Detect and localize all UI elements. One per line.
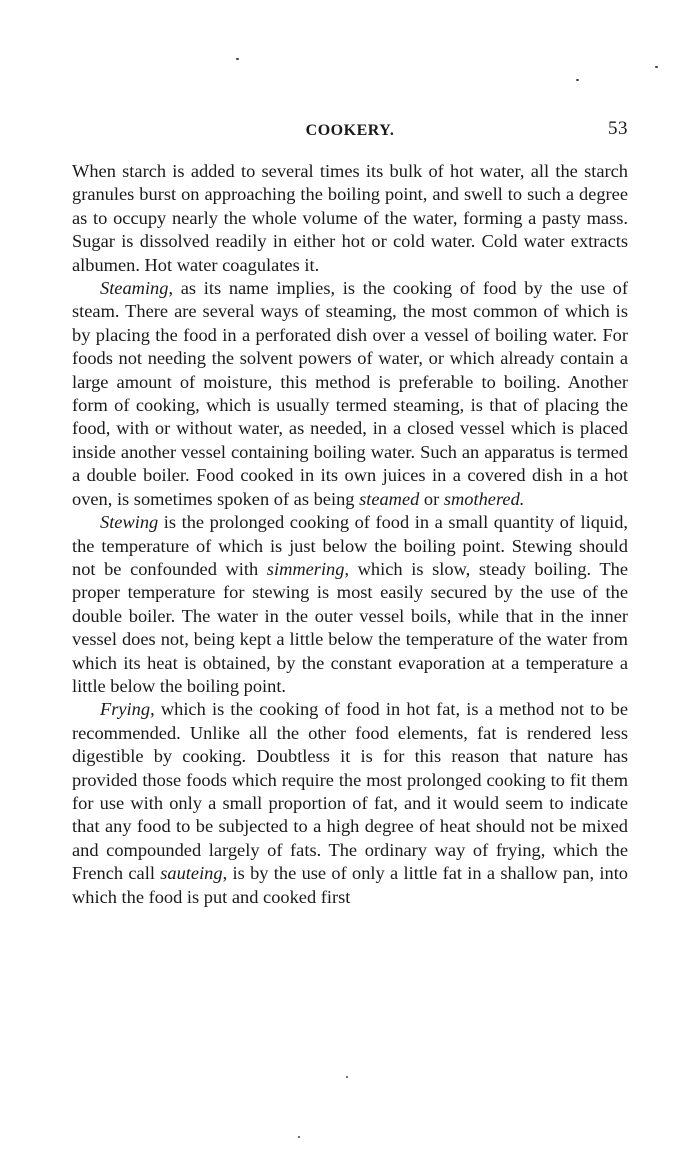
running-head [72, 118, 628, 144]
text-run: is the prolonged cooking of food in a small quantity of liquid, the temperature of which is just below the boiling point. Stewing should not be confounded with [72, 512, 628, 579]
running-title: COOKERY. [305, 122, 395, 139]
scan-speck [576, 79, 579, 81]
term-sauteing: sauteing [160, 863, 223, 884]
text-run: , which is the cooking of food in hot fat, is a method not to be recommended. Unlike all the other food elements, fat is rendered less digestible by cooking. Doubtless it is for this reason that nature has provided those foods which require the most prolonged cooking to fit them for use with only a small proportion of fat, and it would seem to indicate that any food to be subjected to a high degree of heat should not be mixed and compounded largely of fats. The ordinary way of frying, which the French call [72, 699, 628, 884]
scan-speck [298, 1136, 300, 1138]
scan-speck [655, 66, 658, 68]
paragraph-frying [72, 698, 628, 909]
text-run: , which is slow, steady boiling. The proper temperature for stewing is most easily secured by the use of the double boiler. The water in the outer vessel boils, while that in the inner vessel does not, being kept a little below the temperature of the water from which its heat is obtained, by the constant evaporation at a temperature a little below the boiling point. [72, 558, 628, 696]
term-frying: Frying [100, 699, 151, 720]
text-run: or [419, 488, 444, 509]
term-smothered: smothered. [443, 488, 525, 509]
book-page [72, 118, 628, 909]
paragraph-starch [72, 160, 628, 277]
term-steaming: Steaming [100, 278, 169, 299]
scan-speck [346, 1076, 348, 1078]
paragraph-stewing [72, 511, 628, 698]
paragraph-steaming [72, 277, 628, 511]
term-simmering: simmering [266, 558, 345, 579]
page-number: 53 [608, 118, 628, 139]
body-text [72, 160, 628, 909]
text-run: , is by the use of only a little fat in a shallow pan, into which the food is put and cooked first [72, 863, 628, 907]
term-steamed: steamed [359, 488, 420, 509]
text-run: When starch is added to several times its bulk of hot water, all the starch granules burst on approaching the boiling point, and swell to such a degree as to occupy nearly the whole volume of the water, forming a pasty mass. Sugar is dissolved readily in either hot or cold water. Cold water extracts albumen. Hot water coagulates it. [72, 161, 628, 275]
text-run: , as its name implies, is the cooking of food by the use of steam. There are several ways of steaming, the most common of which is by placing the food in a perforated dish over a vessel of boiling water. For foods not needing the solvent powers of water, or which already contain a large amount of moisture, this method is preferable to boiling. Another form of cooking, which is usually termed steaming, is that of placing the food, with or without water, as needed, in a closed vessel which is placed inside another vessel containing boiling water. Such an apparatus is termed a double boiler. Food cooked in its own juices in a covered dish in a hot oven, is sometimes spoken of as being [72, 278, 628, 509]
scan-speck [236, 58, 239, 60]
term-stewing: Stewing [100, 512, 159, 533]
